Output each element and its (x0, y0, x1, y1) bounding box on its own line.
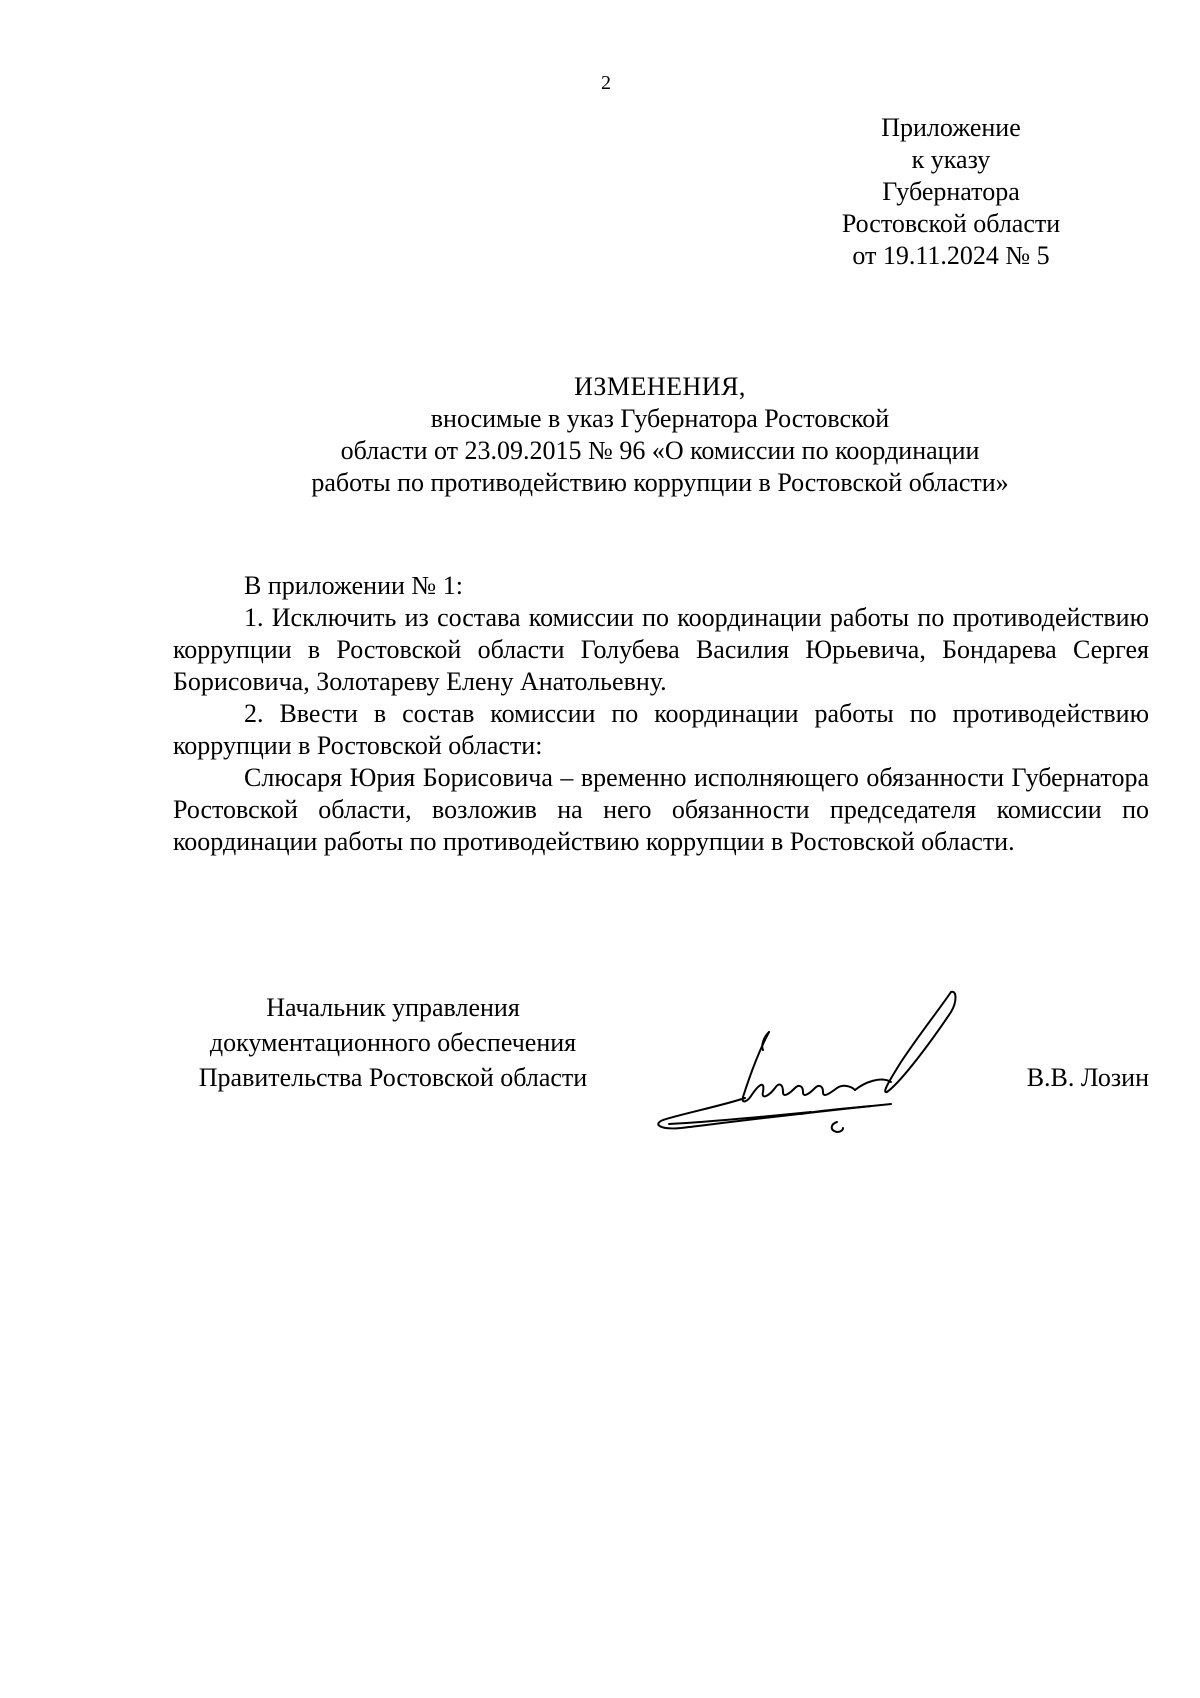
body-intro: В приложении № 1: (244, 571, 463, 600)
appendix-line-4: Ростовской области (841, 209, 1061, 238)
signatory-position (173, 990, 613, 1095)
document-subtitle-line-3: работы по противодействию коррупции в Ростовской области» (311, 468, 1009, 497)
appendix-line-1: Приложение (881, 113, 1021, 142)
document-subtitle-line-2: области от 23.09.2015 № 96 «О комиссии по координации (340, 436, 980, 465)
signatory-position-line-3: Правительства Ростовской области (198, 1063, 588, 1092)
body-item-2: 2. Ввести в состав комиссии по координации работы по противодействию коррупции в Ростовской области: (173, 699, 1149, 760)
page-number: 2 (601, 72, 611, 94)
signatory-position-line-2: документационного обеспечения (209, 1028, 577, 1057)
body-item-1: 1. Исключить из состава комиссии по координации работы по противодействию коррупции в Ростовской области Голубева Василия Юрьевича, Бондарева Сергея Борисовича, Золотареву Елену Анатольевну. (173, 603, 1149, 696)
appendix-line-5: от 19.11.2024 № 5 (852, 241, 1050, 270)
signatory-name: В.В. Лозин (1026, 1063, 1149, 1092)
document-body (173, 570, 1149, 858)
appendix-line-2: к указу (911, 145, 991, 174)
document-heading (170, 371, 1150, 499)
signature-block (173, 990, 1149, 1130)
document-subtitle-line-1: вносимые в указ Губернатора Ростовской (430, 404, 890, 433)
handwritten-signature (651, 972, 1001, 1147)
appendix-line-3: Губернатора (882, 177, 1020, 206)
body-item-2-member: Слюсаря Юрия Борисовича – временно исполняющего обязанности Губернатора Ростовской области, возложив на него обязанности председателя комиссии по координации работы по противодействию коррупции в Ростовской области. (173, 763, 1149, 856)
document-title: ИЗМЕНЕНИЯ, (574, 372, 746, 401)
appendix-reference (820, 112, 1082, 272)
signatory-position-line-1: Начальник управления (266, 993, 520, 1022)
